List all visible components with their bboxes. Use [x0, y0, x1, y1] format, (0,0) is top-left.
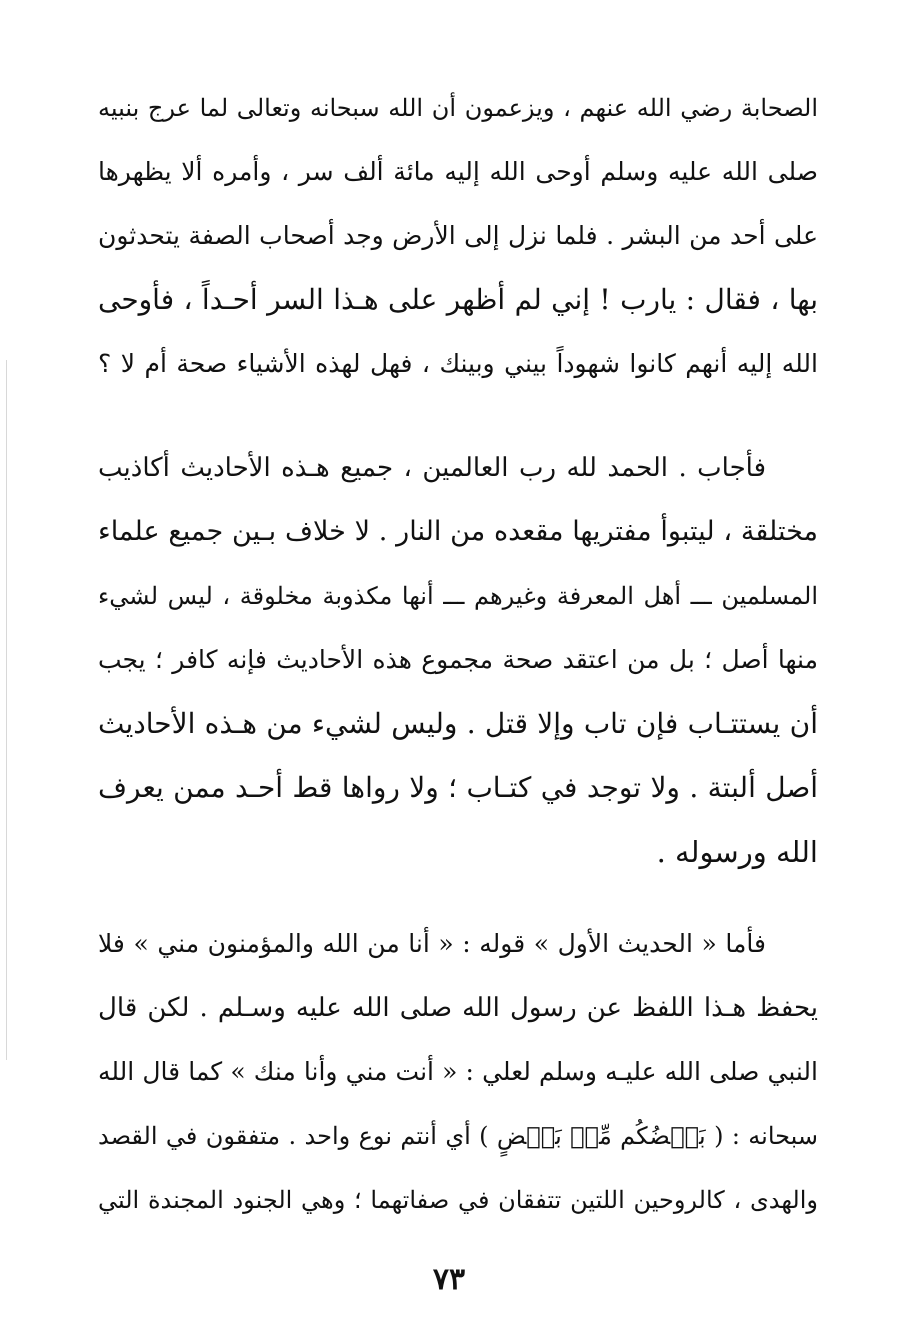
- text-line: أصل ألبتة . ولا توجد في كتـاب ؛ ولا رواها قط أحـد ممن يعرف: [98, 771, 818, 804]
- page-number: ٧٣: [432, 1262, 466, 1297]
- text-line: الله إليه أنهم كانوا شهوداً بيني وبينك ، فهل لهذه الأشياء صحة أم لا ؟: [98, 349, 818, 378]
- text-line: فأما « الحديث الأول » قوله : « أنا من الله والمؤمنون مني » فلا: [98, 929, 766, 958]
- page-edge-line: [6, 360, 7, 1060]
- text-line: فأجاب . الحمد لله رب العالمين ، جميع هـذه الأحاديث أكاذيب: [98, 453, 766, 483]
- text-line: يحفظ هـذا اللفظ عن رسول الله صلى الله عليه وسـلم . لكن قال: [98, 993, 818, 1023]
- text-line: أن يستتـاب فإن تاب وإلا قتل . وليس لشيء من هـذه الأحاديث: [98, 707, 818, 740]
- text-line: بها ، فقال : يارب ! إني لم أظهر على هـذا السر أحـداً ، فأوحى: [98, 283, 818, 316]
- paragraph-first-hadith: [98, 912, 818, 1232]
- text-line: النبي صلى الله عليـه وسلم لعلي : « أنت مني وأنا منك » كما قال الله: [98, 1057, 818, 1086]
- paragraph-question-end: [98, 76, 818, 396]
- text-line: والهدى ، كالروحين اللتين تتفقان في صفاتهما ؛ وهي الجنود المجندة التي: [98, 1186, 818, 1214]
- text-line: على أحد من البشر . فلما نزل إلى الأرض وجد أصحاب الصفة يتحدثون: [98, 221, 818, 250]
- text-line: مختلقة ، ليتبوأ مفتريها مقعده من النار . لا خلاف بـين جميع علماء: [98, 516, 818, 547]
- text-line: الصحابة رضي الله عنهم ، ويزعمون أن الله سبحانه وتعالى لما عرج بنبيه: [98, 94, 818, 122]
- text-line: سبحانه : ( بَعۡضُكُم مِّنۢ بَعۡضٍ ) أي أنتم نوع واحد . متفقون في القصد: [98, 1122, 818, 1150]
- text-line: منها أصل ؛ بل من اعتقد صحة مجموع هذه الأحاديث فإنه كافر ؛ يجب: [98, 645, 818, 674]
- text-line: صلى الله عليه وسلم أوحى الله إليه مائة ألف سر ، وأمره ألا يظهرها: [98, 157, 818, 186]
- text-line: المسلمين ـــ أهل المعرفة وغيرهم ـــ أنها مكذوبة مخلوقة ، ليس لشيء: [98, 582, 818, 610]
- text-line: الله ورسوله .: [656, 835, 818, 869]
- paragraph-answer: [98, 436, 818, 884]
